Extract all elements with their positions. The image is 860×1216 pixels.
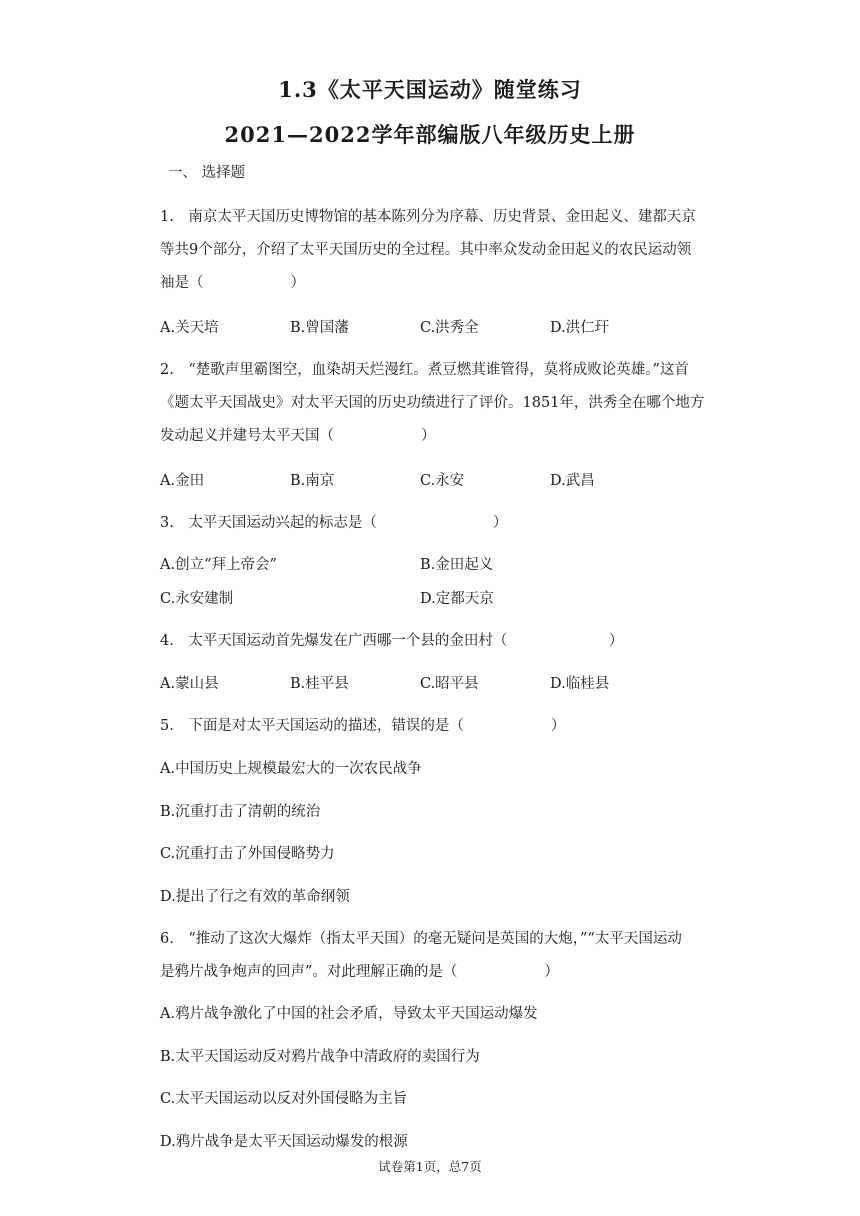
- question-1-option-d: D.洪仁玕: [550, 320, 610, 336]
- document-subtitle: 2021—2022学年部编版八年级历史上册: [224, 122, 636, 147]
- question-3-line-1: 3. 太平天国运动兴起的标志是（ ）: [160, 515, 508, 531]
- question-1-line-2: 等共9个部分，介绍了太平天国历史的全过程。其中率众发动金田起义的农民运动领: [160, 242, 692, 258]
- question-3-option-b: B.金田起义: [420, 557, 494, 573]
- question-4-option-d: D.临桂县: [550, 676, 610, 692]
- question-6-option-a: A.鸦片战争激化了中国的社会矛盾，导致太平天国运动爆发: [160, 1006, 538, 1022]
- question-1-line-3: 袖是（ ）: [160, 275, 305, 291]
- question-3-option-c: C.永安建制: [160, 591, 234, 607]
- question-3-option-d: D.定都天京: [420, 591, 494, 607]
- question-1-line-1: 1. 南京太平天国历史博物馆的基本陈列分为序幕、历史背景、金田起义、建都天京: [160, 209, 696, 225]
- question-2-line-1: 2. “楚歌声里霸图空，血染胡天烂漫红。煮豆燃萁谁管得，莫将成败论英雄。”这首: [160, 362, 689, 378]
- question-2-option-d: D.武昌: [550, 473, 595, 489]
- question-5-option-d: D.提出了行之有效的革命纲领: [160, 889, 350, 905]
- question-2-option-b: B.南京: [290, 473, 335, 489]
- question-4-line-1: 4. 太平天国运动首先爆发在广西哪一个县的金田村（ ）: [160, 633, 624, 649]
- document-title: 1.3《太平天国运动》随堂练习: [278, 77, 582, 102]
- question-4-option-c: C.昭平县: [420, 676, 479, 692]
- question-4-option-b: B.桂平县: [290, 676, 349, 692]
- question-3-option-a: A.创立“拜上帝会”: [160, 557, 277, 573]
- question-2-option-c: C.永安: [420, 473, 465, 489]
- question-1-option-c: C.洪秀全: [420, 320, 479, 336]
- question-2-line-3: 发动起义并建号太平天国（ ）: [160, 428, 436, 444]
- question-6-option-b: B.太平天国运动反对鸦片战争中清政府的卖国行为: [160, 1049, 480, 1065]
- question-6-option-d: D.鸦片战争是太平天国运动爆发的根源: [160, 1134, 408, 1150]
- question-4-option-a: A.蒙山县: [160, 676, 219, 692]
- page-footer: 试卷第1页，总7页: [378, 1159, 482, 1174]
- question-1-option-b: B.曾国藩: [290, 320, 349, 336]
- question-5-option-a: A.中国历史上规模最宏大的一次农民战争: [160, 761, 422, 777]
- question-1-option-a: A.关天培: [160, 320, 219, 336]
- question-6-line-1: 6. “推动了这次大爆炸（指太平天国）的毫无疑问是英国的大炮，”“太平天国运动: [160, 931, 682, 947]
- question-2-option-a: A.金田: [160, 473, 205, 489]
- question-5-option-b: B.沉重打击了清朝的统治: [160, 804, 321, 820]
- question-6-line-2: 是鸦片战争炮声的回声”。对此理解正确的是（ ）: [160, 964, 559, 980]
- question-5-line-1: 5. 下面是对太平天国运动的描述，错误的是（ ）: [160, 718, 566, 734]
- question-2-line-2: 《题太平天国战史》对太平天国的历史功绩进行了评价。1851年，洪秀全在哪个地方: [160, 395, 705, 411]
- section-heading: 一、 选择题: [168, 165, 246, 181]
- question-5-option-c: C.沉重打击了外国侵略势力: [160, 846, 335, 862]
- question-6-option-c: C.太平天国运动以反对外国侵略为主旨: [160, 1091, 408, 1107]
